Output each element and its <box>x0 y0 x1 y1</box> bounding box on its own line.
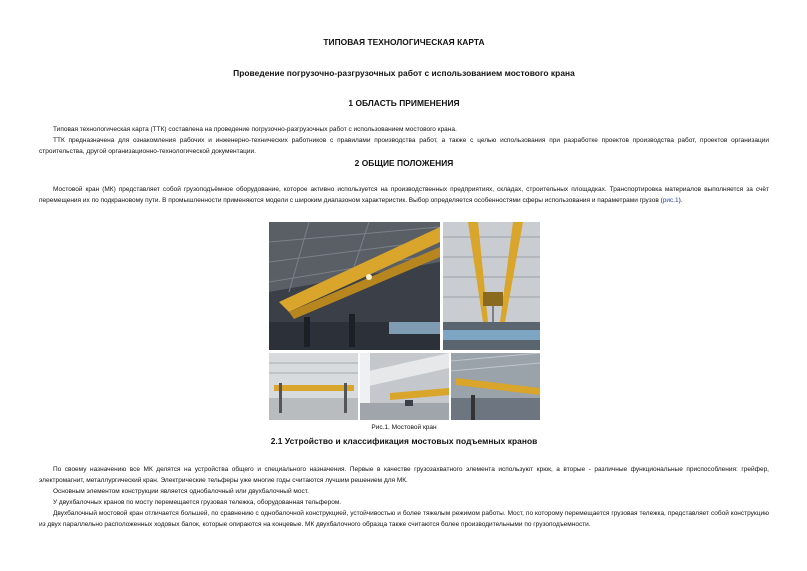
section-2-1-paragraph-4: Двухбалочный мостовой кран отличается большей, по сравнению с однобалочной конструкцией, устойчивостью и более тяжелым режимом работы. Мост, по которому перемещается грузовая тележка, представляет собой конструкцию из двух параллельно расположенных ходовых балок, которые опираются на концевые. МК двухбалочного образца также считаются более производительными по грузоподъемности. <box>39 510 769 528</box>
crane-photo-2 <box>443 222 540 350</box>
section-2-paragraph-1-end: ). <box>678 197 683 204</box>
section-1-paragraph-1: Типовая технологическая карта (ТТК) составлена на проведение погрузочно-разгрузочных работ с использованием мостового крана. <box>53 126 457 133</box>
section-2-1-paragraph-1: По своему назначению все МК делятся на устройства общего и специального назначения. Первые в качестве грузозахватного элемента используют крюк, а вторые - различные функциональные приспособления: грейфер, электромагнит, металлургический кран. Электрические тельферы уже многие годы считаются лучшим решением для МК. <box>39 466 769 484</box>
section-2-1-paragraph-3: У двухбалочных кранов по мосту перемещается грузовая тележка, оборудованная тельфером. <box>53 499 342 506</box>
main-title: ТИПОВАЯ ТЕХНОЛОГИЧЕСКАЯ КАРТА <box>323 37 485 47</box>
section-2-paragraph-1 <box>39 184 769 206</box>
section-1-paragraph-2: ТТК предназначена для ознакомления рабочих и инженерно-технических работников с правилами производства работ, а также с целью использования при разработке проектов производства работ, проектов организации строительства, другой организационно-технологической документации. <box>39 137 769 155</box>
section-2-heading: 2 ОБЩИЕ ПОЛОЖЕНИЯ <box>354 158 454 168</box>
section-2-1-paragraph-2: Основным элементом конструкции является однобалочный или двухбалочный мост. <box>53 488 309 495</box>
crane-photo-1 <box>269 222 440 350</box>
crane-photo-3 <box>269 353 358 420</box>
crane-photo-4 <box>360 353 449 420</box>
figure-1-link[interactable]: рис.1 <box>662 197 679 204</box>
subtitle: Проведение погрузочно-разгрузочных работ с использованием мостового крана <box>233 68 575 78</box>
figure-caption: Рис.1. Мостовой кран <box>371 424 437 431</box>
section-2-paragraph-1-text: Мостовой кран (МК) представляет собой грузоподъёмное оборудование, которое активно используется на производственных предприятиях, складах, строительных площадках. Транспортировка материалов выполняется за счёт перемещения их по подкрановому пути. В промышленности применяются модели с широким диапазоном характеристик. Выбор определяется особенностями сферы использования и параметрами грузов ( <box>39 186 769 204</box>
section-1-heading: 1 ОБЛАСТЬ ПРИМЕНЕНИЯ <box>348 98 460 108</box>
crane-photo-5 <box>451 353 540 420</box>
section-2-1-heading: 2.1 Устройство и классификация мостовых подъемных кранов <box>270 436 538 446</box>
